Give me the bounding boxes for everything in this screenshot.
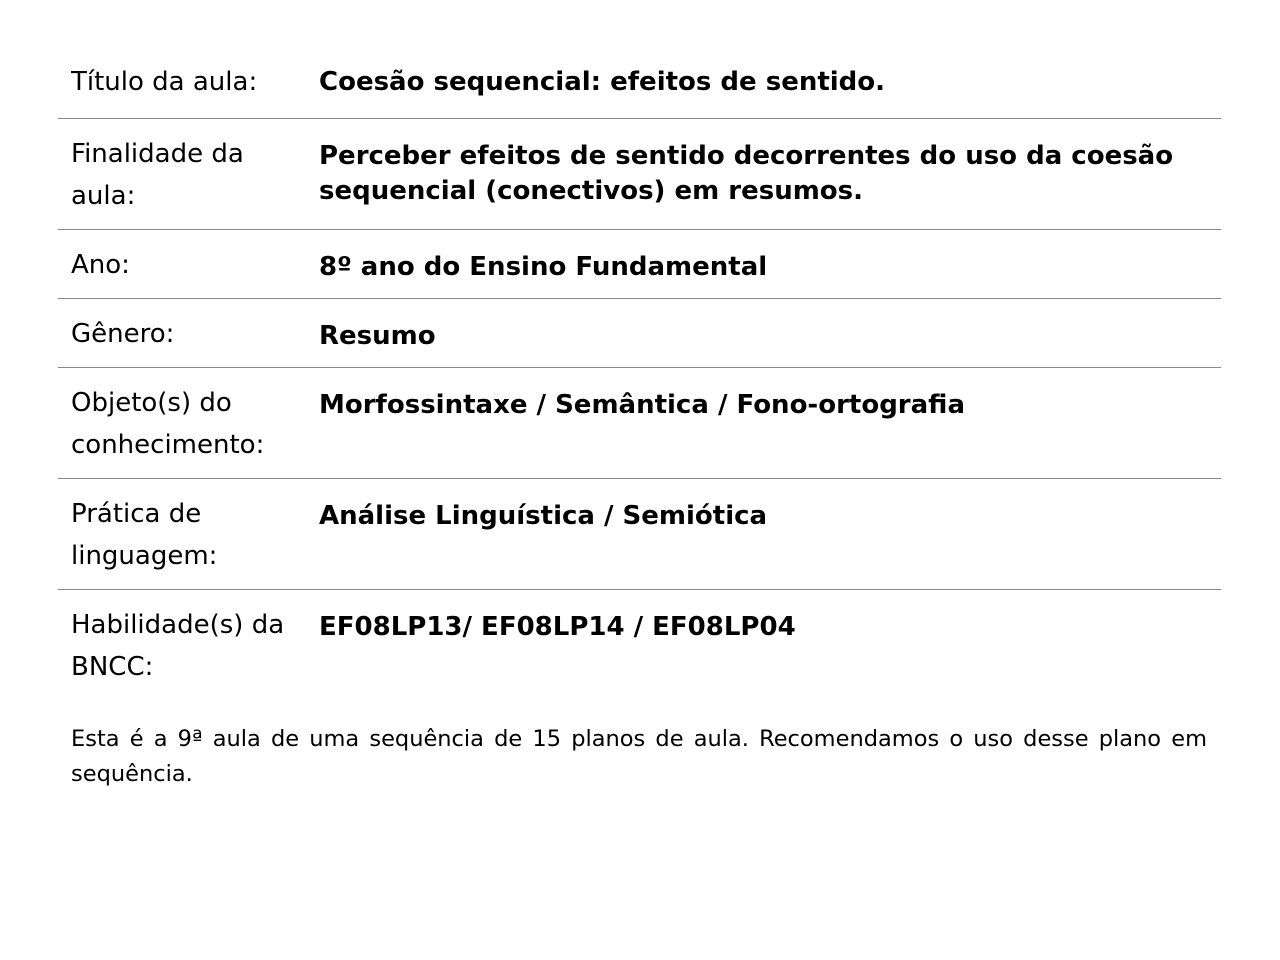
row-genre — [58, 299, 1221, 368]
row-label: Finalidade da aula: — [71, 139, 244, 211]
row-lesson-goal — [58, 119, 1221, 230]
row-bncc-skills — [58, 590, 1221, 701]
row-label: Gênero: — [71, 319, 175, 349]
row-knowledge-objects — [58, 368, 1221, 479]
sequence-note: Esta é a 9ª aula de uma sequência de 15 planos de aula. Recomendamos o uso desse plano em sequência. — [71, 726, 1207, 787]
row-label: Título da aula: — [71, 67, 258, 97]
row-value: 8º ano do Ensino Fundamental — [319, 252, 768, 282]
row-label: Prática de linguagem: — [71, 499, 218, 571]
lesson-info-table — [58, 48, 1221, 700]
row-language-practice — [58, 479, 1221, 590]
row-grade — [58, 230, 1221, 299]
row-value: Resumo — [319, 321, 436, 351]
row-label: Habilidade(s) da BNCC: — [71, 610, 285, 682]
row-value: Morfossintaxe / Semântica / Fono-ortografia — [319, 390, 965, 420]
row-value: EF08LP13/ EF08LP14 / EF08LP04 — [319, 612, 796, 642]
row-value: Coesão sequencial: efeitos de sentido. — [319, 67, 886, 97]
lesson-plan-sheet — [58, 48, 1221, 792]
row-label: Objeto(s) do conhecimento: — [71, 388, 265, 460]
row-value: Perceber efeitos de sentido decorrentes do uso da coesão sequencial (conectivos) em resumos. — [319, 141, 1174, 206]
row-value: Análise Linguística / Semiótica — [319, 501, 768, 531]
row-label: Ano: — [71, 250, 130, 280]
row-lesson-title — [58, 48, 1221, 119]
